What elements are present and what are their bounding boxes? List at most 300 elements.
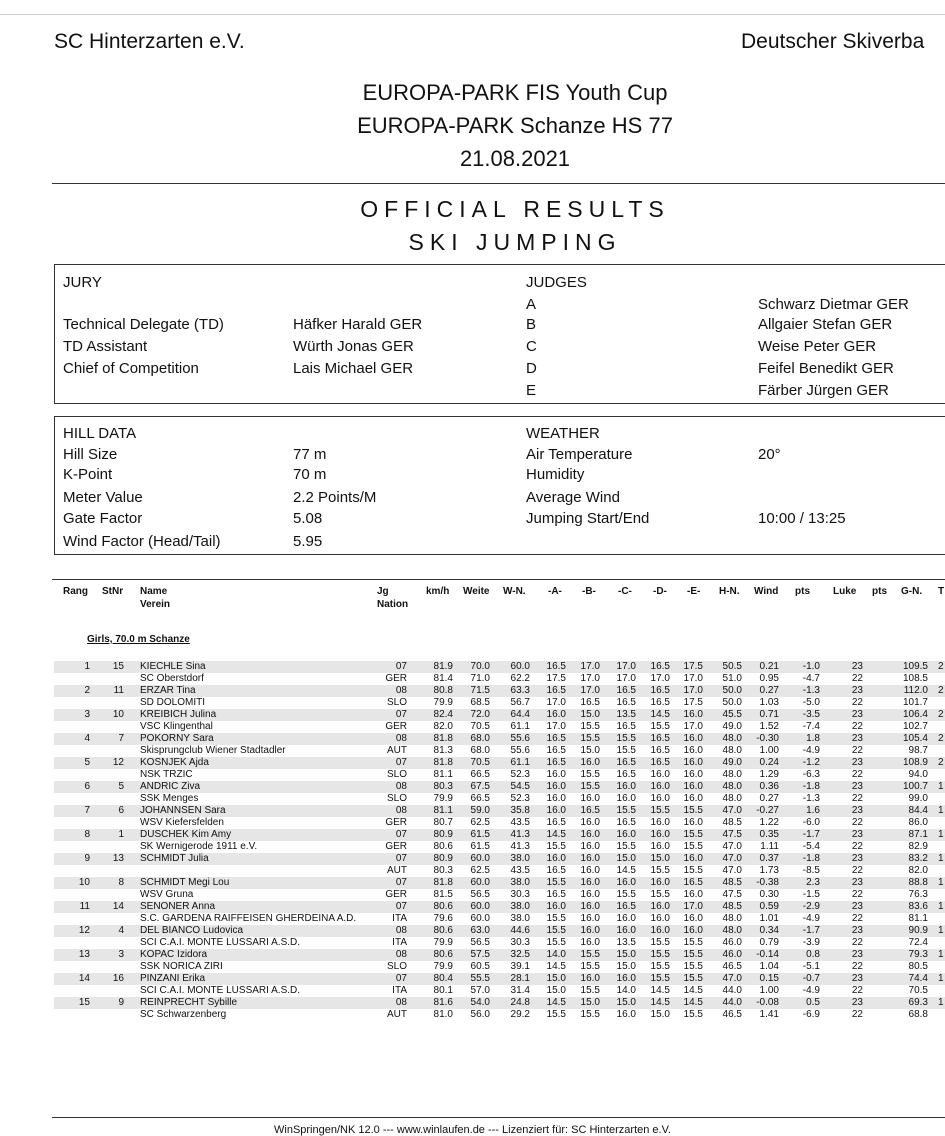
gate: 22	[851, 745, 863, 756]
gate: 23	[851, 733, 863, 744]
gate: 23	[851, 877, 863, 888]
athlete-club: SC Schwarzenberg	[140, 1009, 227, 1020]
jump-total: 106.4	[902, 709, 928, 720]
gate: 22	[851, 769, 863, 780]
total-overflow: 1	[938, 973, 944, 984]
style-points: 48.0	[722, 925, 742, 936]
distance-points: 55.6	[510, 733, 530, 744]
table-row	[54, 925, 945, 937]
footer-rule	[52, 1117, 945, 1118]
footer-text: WinSpringen/NK 12.0 --- www.winlaufen.de --- Lizenziert für: SC Hinterzarten e.V.	[274, 1124, 671, 1136]
judge-d: 14.5	[650, 997, 670, 1008]
birth-year: 08	[395, 949, 407, 960]
gate: 23	[851, 757, 863, 768]
judge-b: 16.5	[580, 697, 600, 708]
distance-points: 61.1	[510, 721, 530, 732]
gate: 23	[851, 853, 863, 864]
birth-year: 08	[395, 781, 407, 792]
speed: 81.5	[433, 889, 453, 900]
judge-b: 16.0	[580, 865, 600, 876]
hill-heading: HILL DATA	[63, 425, 137, 442]
distance-points: 41.3	[510, 829, 530, 840]
judge-a: 17.5	[546, 673, 566, 684]
judge-c: 16.0	[616, 973, 636, 984]
speed: 81.8	[433, 733, 453, 744]
total-overflow: 2	[938, 709, 944, 720]
gate: 23	[851, 781, 863, 792]
judge-a: 16.5	[546, 745, 566, 756]
judge-d: 15.5	[650, 865, 670, 876]
style-points: 49.0	[722, 721, 742, 732]
col-gn: G-N.	[901, 586, 923, 597]
judge-e: 14.5	[683, 985, 703, 996]
jump-total: 82.9	[908, 841, 928, 852]
rank: 6	[84, 781, 90, 792]
judge-e: 14.5	[683, 997, 703, 1008]
wind-points: -5.0	[802, 697, 820, 708]
judge-e: 15.5	[683, 865, 703, 876]
athlete-name: KIECHLE Sina	[140, 661, 206, 672]
judge-b: 16.0	[580, 793, 600, 804]
judge-d: 16.0	[650, 817, 670, 828]
judges-heading: JUDGES	[526, 274, 587, 291]
distance: 70.5	[470, 721, 490, 732]
judge-d: 15.5	[650, 805, 670, 816]
speed: 81.0	[433, 1009, 453, 1020]
judge-name: Feifel Benedikt GER	[758, 360, 894, 377]
col-judge-c: -C-	[618, 586, 632, 597]
col-wind-pts: pts	[795, 586, 810, 597]
style-points: 44.0	[722, 997, 742, 1008]
jump-total: 81.1	[908, 913, 928, 924]
start-number: 15	[112, 661, 124, 672]
distance-points: 56.7	[510, 697, 530, 708]
speed: 80.6	[433, 925, 453, 936]
speed: 81.3	[433, 745, 453, 756]
judge-e: 16.0	[683, 913, 703, 924]
discipline-title: SKI JUMPING	[408, 229, 622, 255]
gate: 22	[851, 841, 863, 852]
birth-year: 07	[395, 661, 407, 672]
speed: 80.1	[433, 985, 453, 996]
wind-points: -4.7	[802, 673, 820, 684]
wind: -0.30	[756, 733, 779, 744]
nation: GER	[385, 817, 407, 828]
judge-d: 16.5	[650, 733, 670, 744]
judge-a: 16.0	[546, 781, 566, 792]
wind-points: -1.3	[802, 685, 820, 696]
gate: 22	[851, 937, 863, 948]
distance: 62.5	[470, 817, 490, 828]
judge-c: 14.0	[616, 985, 636, 996]
judge-c: 15.0	[616, 853, 636, 864]
athlete-club: SCI C.A.I. MONTE LUSSARI A.S.D.	[140, 985, 301, 996]
speed: 79.9	[433, 697, 453, 708]
judge-c: 16.0	[616, 913, 636, 924]
judge-a: 14.0	[546, 949, 566, 960]
style-points: 44.0	[722, 985, 742, 996]
distance: 61.5	[470, 841, 490, 852]
total-overflow: 2	[938, 757, 944, 768]
birth-year: 07	[395, 829, 407, 840]
judge-c: 16.0	[616, 877, 636, 888]
start-number: 9	[118, 997, 124, 1008]
wind: 0.36	[759, 781, 779, 792]
wind-points: -1.7	[802, 925, 820, 936]
weather-value: 10:00 / 13:25	[758, 510, 846, 527]
judge-a: 15.0	[546, 985, 566, 996]
judge-d: 15.0	[650, 1009, 670, 1020]
distance-points: 43.5	[510, 817, 530, 828]
wind-points: -6.3	[802, 769, 820, 780]
wind: 0.59	[759, 901, 779, 912]
rank: 2	[84, 685, 90, 696]
judge-c: 15.5	[616, 745, 636, 756]
judge-a: 16.5	[546, 661, 566, 672]
judge-e: 17.0	[683, 901, 703, 912]
judge-a: 15.5	[546, 841, 566, 852]
judge-a: 15.5	[546, 925, 566, 936]
judge-b: 15.5	[580, 721, 600, 732]
judge-b: 16.0	[580, 913, 600, 924]
wind: 0.27	[759, 793, 779, 804]
gate: 22	[851, 721, 863, 732]
judge-e: 16.0	[683, 853, 703, 864]
distance: 56.5	[470, 889, 490, 900]
gate: 22	[851, 865, 863, 876]
athlete-name: JOHANNSEN Sara	[140, 805, 226, 816]
judge-c: 17.0	[616, 661, 636, 672]
table-row	[54, 745, 945, 757]
total-overflow: 2	[938, 661, 944, 672]
judge-d: 16.0	[650, 829, 670, 840]
wind-points: -1.8	[802, 853, 820, 864]
judge-b: 15.5	[580, 949, 600, 960]
athlete-name: PINZANI Erika	[140, 973, 206, 984]
speed: 82.0	[433, 721, 453, 732]
nation: AUT	[387, 1009, 407, 1020]
judge-c: 14.5	[616, 865, 636, 876]
judge-c: 16.5	[616, 721, 636, 732]
rank: 13	[78, 949, 90, 960]
weather-label: Jumping Start/End	[526, 510, 650, 527]
start-number: 12	[112, 757, 124, 768]
judge-e: 16.0	[683, 889, 703, 900]
judge-e: 16.0	[683, 793, 703, 804]
table-row	[54, 997, 945, 1009]
judge-b: 16.0	[580, 817, 600, 828]
judge-e: 17.5	[683, 661, 703, 672]
jump-total: 72.4	[908, 937, 928, 948]
organizer-federation: Deutscher Skiverba	[741, 30, 925, 53]
wind: 0.35	[759, 829, 779, 840]
wind: 1.11	[760, 841, 779, 852]
judge-letter: C	[526, 338, 537, 355]
judge-e: 17.0	[683, 721, 703, 732]
judge-d: 15.5	[650, 937, 670, 948]
jump-total: 94.0	[908, 769, 928, 780]
nation: SLO	[386, 769, 407, 780]
judge-letter: A	[526, 296, 537, 313]
gate: 22	[851, 673, 863, 684]
wind-points: -1.7	[802, 829, 820, 840]
total-overflow: 1	[938, 853, 944, 864]
speed: 80.6	[433, 901, 453, 912]
gate: 22	[851, 961, 863, 972]
judge-a: 16.0	[546, 793, 566, 804]
speed: 79.6	[433, 913, 453, 924]
athlete-club: SCI C.A.I. MONTE LUSSARI A.S.D.	[140, 937, 301, 948]
judge-c: 15.0	[616, 961, 636, 972]
col-jg: Jg	[377, 586, 389, 597]
speed: 80.6	[433, 949, 453, 960]
wind: 0.71	[759, 709, 779, 720]
col-judge-d: -D-	[653, 586, 667, 597]
judge-b: 16.0	[580, 973, 600, 984]
col-judge-b: -B-	[582, 586, 596, 597]
wind: 0.24	[759, 757, 779, 768]
table-row	[54, 769, 945, 781]
wind-points: -1.0	[802, 661, 820, 672]
wind-points: -6.0	[802, 817, 820, 828]
wind: 1.00	[759, 985, 779, 996]
style-points: 47.0	[722, 865, 742, 876]
birth-year: 07	[395, 709, 407, 720]
speed: 81.8	[433, 877, 453, 888]
judge-e: 16.0	[683, 757, 703, 768]
athlete-name: KOPAC Izidora	[140, 949, 208, 960]
table-row	[54, 853, 945, 865]
distance: 68.0	[470, 733, 490, 744]
style-points: 48.0	[722, 781, 742, 792]
athlete-name: DEL BIANCO Ludovica	[140, 925, 244, 936]
distance-points: 61.1	[510, 757, 530, 768]
judge-e: 15.5	[683, 937, 703, 948]
distance-points: 41.3	[510, 841, 530, 852]
distance-points: 24.8	[510, 997, 530, 1008]
jury-role: TD Assistant	[63, 338, 148, 355]
wind-points: -8.5	[802, 865, 820, 876]
distance: 70.5	[470, 757, 490, 768]
jump-total: 87.1	[908, 829, 928, 840]
total-overflow: 1	[938, 805, 944, 816]
judge-e: 16.0	[683, 709, 703, 720]
distance: 68.0	[470, 745, 490, 756]
athlete-name: SCHMIDT Megi Lou	[140, 877, 230, 888]
judge-d: 16.5	[650, 745, 670, 756]
col-judge-a: -A-	[548, 586, 562, 597]
judge-b: 15.5	[580, 985, 600, 996]
judge-d: 16.0	[650, 913, 670, 924]
gate: 23	[851, 901, 863, 912]
wind-points: 2.3	[806, 877, 820, 888]
wind: 0.27	[759, 685, 779, 696]
judge-e: 15.5	[683, 973, 703, 984]
judge-a: 16.5	[546, 685, 566, 696]
judge-d: 16.5	[650, 661, 670, 672]
distance-points: 29.2	[510, 1009, 530, 1020]
jury-box	[54, 264, 945, 404]
rank: 12	[78, 925, 90, 936]
wind-points: 1.8	[806, 733, 820, 744]
distance-points: 62.2	[510, 673, 530, 684]
total-overflow: 1	[938, 901, 944, 912]
table-row	[54, 961, 945, 973]
judge-b: 16.0	[580, 937, 600, 948]
distance-points: 31.4	[510, 985, 530, 996]
judge-a: 16.5	[546, 733, 566, 744]
table-row	[54, 685, 945, 697]
weather-label: Air Temperature	[526, 446, 633, 463]
style-points: 48.0	[722, 913, 742, 924]
judge-e: 16.5	[683, 877, 703, 888]
judge-b: 16.0	[580, 901, 600, 912]
header-divider	[52, 183, 945, 184]
wind-points: -4.9	[802, 985, 820, 996]
judge-e: 15.5	[683, 829, 703, 840]
style-points: 47.0	[722, 841, 742, 852]
judge-b: 16.0	[580, 757, 600, 768]
style-points: 48.0	[722, 769, 742, 780]
table-row	[54, 661, 945, 673]
judge-d: 16.0	[650, 793, 670, 804]
speed: 80.8	[433, 685, 453, 696]
table-row	[54, 937, 945, 949]
jump-total: 83.6	[908, 901, 928, 912]
style-points: 46.0	[722, 937, 742, 948]
judge-c: 16.0	[616, 781, 636, 792]
wind-points: -4.9	[802, 745, 820, 756]
judge-c: 15.5	[616, 805, 636, 816]
wind: 1.52	[759, 721, 779, 732]
judge-e: 17.0	[683, 685, 703, 696]
athlete-club: SSK Menges	[140, 793, 199, 804]
start-number: 3	[118, 949, 124, 960]
athlete-name: SENONER Anna	[140, 901, 216, 912]
start-number: 6	[118, 805, 124, 816]
total-overflow: 1	[938, 949, 944, 960]
judge-c: 15.0	[616, 949, 636, 960]
birth-year: 07	[395, 973, 407, 984]
judge-b: 16.0	[580, 877, 600, 888]
speed: 80.3	[433, 781, 453, 792]
hill-value: 2.2 Points/M	[293, 489, 377, 506]
judge-d: 15.5	[650, 961, 670, 972]
table-row	[54, 733, 945, 745]
group-title: Girls, 70.0 m Schanze	[87, 634, 190, 645]
distance-points: 38.0	[510, 913, 530, 924]
style-points: 50.0	[722, 685, 742, 696]
weather-label: Average Wind	[526, 489, 620, 506]
judge-a: 17.0	[546, 721, 566, 732]
judge-e: 16.0	[683, 769, 703, 780]
judge-b: 15.5	[580, 733, 600, 744]
jump-total: 86.0	[908, 817, 928, 828]
nation: AUT	[387, 865, 407, 876]
wind: 1.22	[759, 817, 779, 828]
distance-points: 35.8	[510, 805, 530, 816]
athlete-name: ERZAR Tina	[140, 685, 196, 696]
birth-year: 08	[395, 805, 407, 816]
judge-a: 16.0	[546, 769, 566, 780]
judge-d: 16.5	[650, 697, 670, 708]
style-points: 47.0	[722, 973, 742, 984]
judge-d: 15.0	[650, 853, 670, 864]
distance: 67.5	[470, 781, 490, 792]
athlete-name: POKORNY Sara	[140, 733, 214, 744]
judge-letter: B	[526, 316, 537, 333]
judge-c: 16.5	[616, 817, 636, 828]
distance: 68.5	[470, 697, 490, 708]
speed: 81.1	[433, 805, 453, 816]
judge-c: 15.5	[616, 889, 636, 900]
judge-c: 17.0	[616, 673, 636, 684]
birth-year: 07	[395, 877, 407, 888]
start-number: 13	[112, 853, 124, 864]
speed: 79.9	[433, 937, 453, 948]
athlete-name: KOSNJEK Ajda	[140, 757, 209, 768]
birth-year: 08	[395, 925, 407, 936]
start-number: 11	[113, 685, 124, 696]
distance: 66.5	[470, 769, 490, 780]
jump-total: 90.9	[908, 925, 928, 936]
speed: 81.9	[433, 661, 453, 672]
gate: 22	[851, 913, 863, 924]
judge-b: 15.0	[580, 709, 600, 720]
style-points: 50.5	[722, 661, 742, 672]
judge-b: 16.5	[580, 805, 600, 816]
top-border	[0, 14, 945, 15]
speed: 81.4	[433, 673, 453, 684]
jump-total: 101.7	[902, 697, 928, 708]
style-points: 46.0	[722, 949, 742, 960]
gate: 23	[851, 829, 863, 840]
col-nation: Nation	[377, 599, 409, 610]
judge-c: 15.5	[616, 733, 636, 744]
nation: ITA	[392, 985, 407, 996]
birth-year: 08	[395, 733, 407, 744]
style-points: 48.0	[722, 733, 742, 744]
jump-total: 84.4	[908, 805, 928, 816]
jury-heading: JURY	[63, 274, 102, 291]
wind: 1.29	[759, 769, 779, 780]
style-points: 50.0	[722, 697, 742, 708]
gate: 22	[851, 817, 863, 828]
rank: 3	[84, 709, 90, 720]
table-row	[54, 805, 945, 817]
total-overflow: 1	[938, 877, 944, 888]
nation: GER	[385, 721, 407, 732]
distance-points: 38.0	[510, 853, 530, 864]
jump-total: 112.0	[903, 685, 928, 696]
table-top-rule	[52, 579, 945, 580]
nation: SLO	[386, 697, 407, 708]
rank: 5	[84, 757, 90, 768]
jump-total: 69.3	[908, 997, 928, 1008]
wind: 1.04	[759, 961, 779, 972]
start-number: 16	[112, 973, 124, 984]
style-points: 45.5	[722, 709, 742, 720]
jump-total: 99.0	[908, 793, 928, 804]
start-number: 7	[118, 733, 124, 744]
wind-points: -3.9	[802, 937, 820, 948]
official-results-title: OFFICIAL RESULTS	[360, 196, 670, 222]
judge-b: 17.0	[580, 673, 600, 684]
rank: 4	[84, 733, 90, 744]
nation: GER	[385, 889, 407, 900]
jump-total: 102.7	[902, 721, 928, 732]
judge-c: 16.0	[616, 1009, 636, 1020]
